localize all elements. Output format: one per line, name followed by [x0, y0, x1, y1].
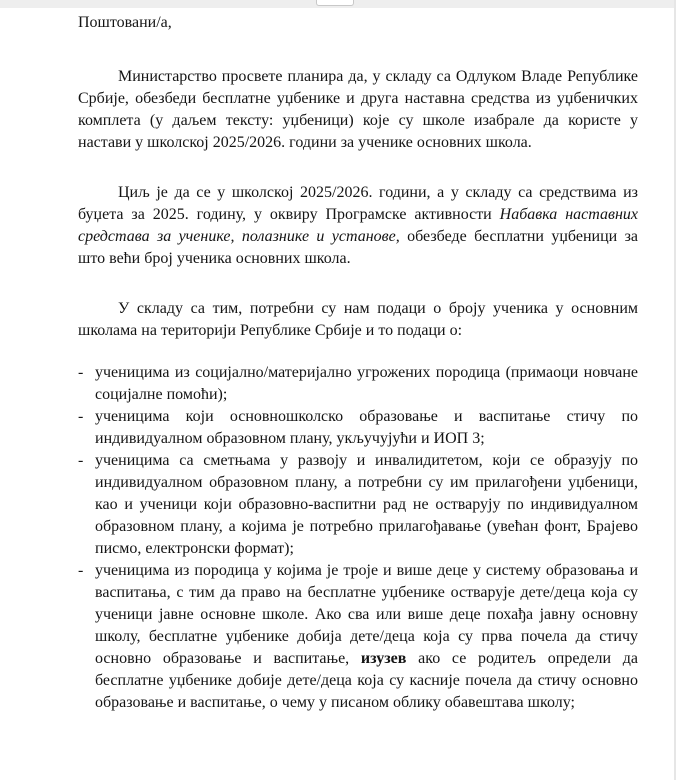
paragraph-data-request: У складу са тим, потребни су нам подаци о броју ученика у основним школама на територији Републике Србије и то подаци о: [78, 300, 638, 339]
list-item-text: ученицима са сметњама у развоју и инвалидитетом, који се образују по индивидуалном образовном плану, а потребни су им прилагођени уџбеници, као и ученици који образовно-васпитни рад не остварују по индивидуалном образовном плану, а којима је потребно прилагођавање (увећан фонт, Брајево писмо, електронски формат); [95, 452, 638, 557]
list-item [78, 450, 638, 560]
page-tab-handle[interactable] [316, 0, 354, 6]
paragraph-goal [78, 182, 638, 270]
list-item-text-start: ученицима из породица у којима је троје и више деце у систему образовања и васпитања, с тим да право на бесплатне уџбенике остварује дете/деца која су ученици јавне основне школе. Ако сва или више деце похађа јавну основну школу, бесплатне уџбенике добија дете/деца која су прва почела да стичу основно образовање и васпитање, [95, 562, 638, 667]
viewer-top-bar [0, 0, 676, 8]
dash-bullet: - [78, 408, 84, 425]
student-categories-list [78, 362, 638, 714]
exception-keyword: изузев [360, 650, 407, 667]
list-item-text: ученицима из социјално/материјално угрожених породица (примаоци новчане социјалне помоћи); [95, 364, 638, 403]
dash-bullet: - [78, 562, 84, 579]
greeting: Поштовани/а, [78, 14, 172, 31]
list-item [78, 362, 638, 406]
list-item-text-end: ако се родитељ определи да бесплатне уџбенике добије дете/деца која су касније почела да стичу основно образовање и васпитање, о чему у писаном облику обавештава школу; [95, 650, 638, 711]
dash-bullet: - [78, 452, 84, 469]
paragraph-ministry-plan: Министарство просвете планира да, у складу са Одлуком Владе Републике Србије, обезбеди бесплатне уџбенике и друга наставна средства из уџбеничких комплета (у даљем тексту: уџбеници) које су школе изабрале да користе у настави у школској 2025/2026. години за ученике основних школа. [78, 68, 638, 151]
list-item-text [95, 560, 638, 714]
list-item [78, 560, 638, 714]
paragraph-goal-text-start: Циљ је да се у школској 2025/2026. години, а у складу са средствима из буџета за 2025. годину, у оквиру Програмске активности [78, 184, 638, 223]
paragraph-goal-text-end: обезбеде бесплатни уџбеници за што већи број ученика основних школа. [78, 228, 638, 267]
list-item-text: ученицима који основношколско образовање и васпитање стичу по индивидуалном образовном плану, укључујући и ИОП 3; [95, 408, 638, 447]
program-activity-name: Набавка наставних средстава за ученике, полазнике и установе, [78, 206, 639, 245]
list-item [78, 406, 638, 450]
dash-bullet: - [78, 364, 84, 381]
